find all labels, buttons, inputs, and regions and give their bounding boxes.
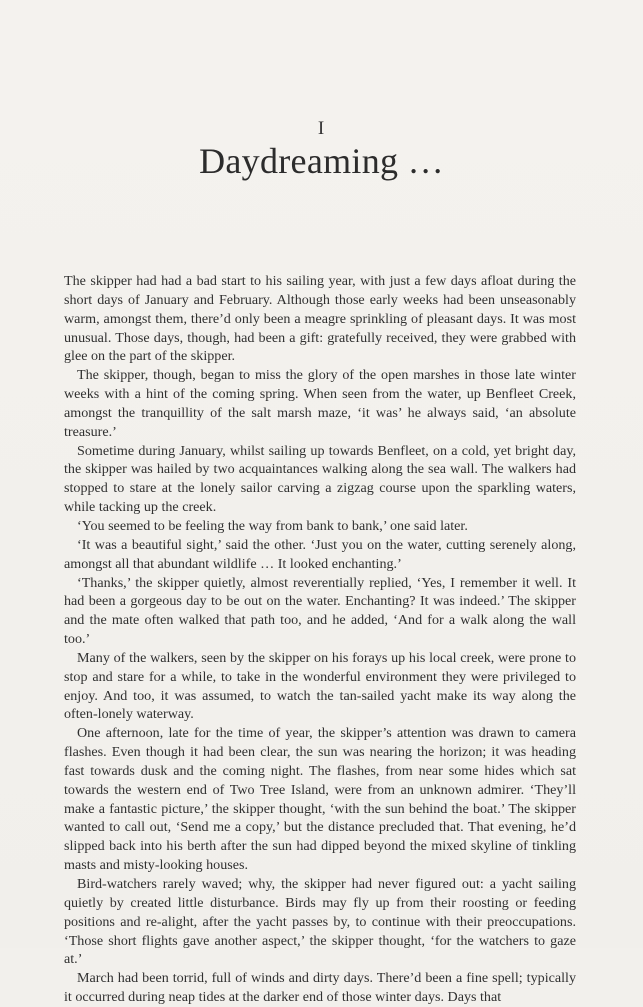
paragraph: One afternoon, late for the time of year, the skipper’s attention was drawn to camera flashes. Even though it had been clear, the sun was nearing the horizon; it was heading fast towards dusk and the coming night. The flashes, from near some hides which sat towards the western end of Two Tree Island, were from an unknown admirer. ‘They’ll make a fantastic picture,’ the skipper thought, ‘with the sun behind the boat.’ The skipper wanted to call out, ‘Send me a copy,’ but the distance precluded that. That evening, he’d slipped back into his berth after the sun had dipped beyond the mixed skyline of tinkling masts and misty-looking houses. bbox=[64, 725, 576, 874]
paragraph: March had been torrid, full of winds and dirty days. There’d been a fine spell; typically it occurred during neap tides at the darker end of those winter days. Days that bbox=[64, 970, 576, 1006]
paragraph: Many of the walkers, seen by the skipper on his forays up his local creek, were prone to stop and stare for a while, to take in the wonderful environment they were privileged to enjoy. And too, it was assumed, to watch the tan-sailed yacht make its way along the often-lonely waterway. bbox=[64, 649, 576, 723]
paragraph: The skipper had had a bad start to his sailing year, with just a few days afloat during the short days of January and February. Although those early weeks had been unseasonably warm, amongst them, there’d only been a meagre sprinkling of pleasant days. It was most unusual. Those days, though, had been a gift: gratefully received, they were grabbed with glee on the part of the skipper. bbox=[64, 273, 576, 365]
paragraph: Sometime during January, whilst sailing up towards Benfleet, on a cold, yet bright day, the skipper was hailed by two acquaintances walking along the sea wall. The walkers had stopped to stare at the lonely sailor carving a zigzag course upon the sparkling waters, while tacking up the creek. bbox=[64, 442, 576, 516]
paragraph: ‘It was a beautiful sight,’ said the other. ‘Just you on the water, cutting serenely along, amongst all that abundant wildlife … It looked enchanting.’ bbox=[64, 536, 576, 572]
paragraph: ‘Thanks,’ the skipper quietly, almost reverentially replied, ‘Yes, I remember it well. It had been a gorgeous day to be out on the water. Enchanting? It was indeed.’ The skipper and the mate often walked that path too, and he added, ‘And for a walk along the wall too.’ bbox=[64, 574, 576, 648]
chapter-title: Daydreaming … bbox=[199, 141, 444, 181]
chapter-number: I bbox=[317, 118, 326, 139]
paragraph: ‘You seemed to be feeling the way from bank to bank,’ one said later. bbox=[77, 517, 468, 534]
paragraph: Bird-watchers rarely waved; why, the skipper had never figured out: a yacht sailing quietly by created little disturbance. Birds may fly up from their roosting or feeding positions and re-alight, after the yacht passes by, to continue with their preoccupations. ‘Those short flights gave another aspect,’ the skipper thought, ‘for the watchers to gaze at.’ bbox=[64, 876, 576, 968]
paragraph: The skipper, though, began to miss the glory of the open marshes in those late winter weeks with a hint of the coming spring. When seen from the water, up Benfleet Creek, amongst the tranquillity of the salt marsh maze, ‘it was’ he always said, ‘an absolute treasure.’ bbox=[64, 367, 576, 440]
chapter-body bbox=[64, 272, 576, 1007]
